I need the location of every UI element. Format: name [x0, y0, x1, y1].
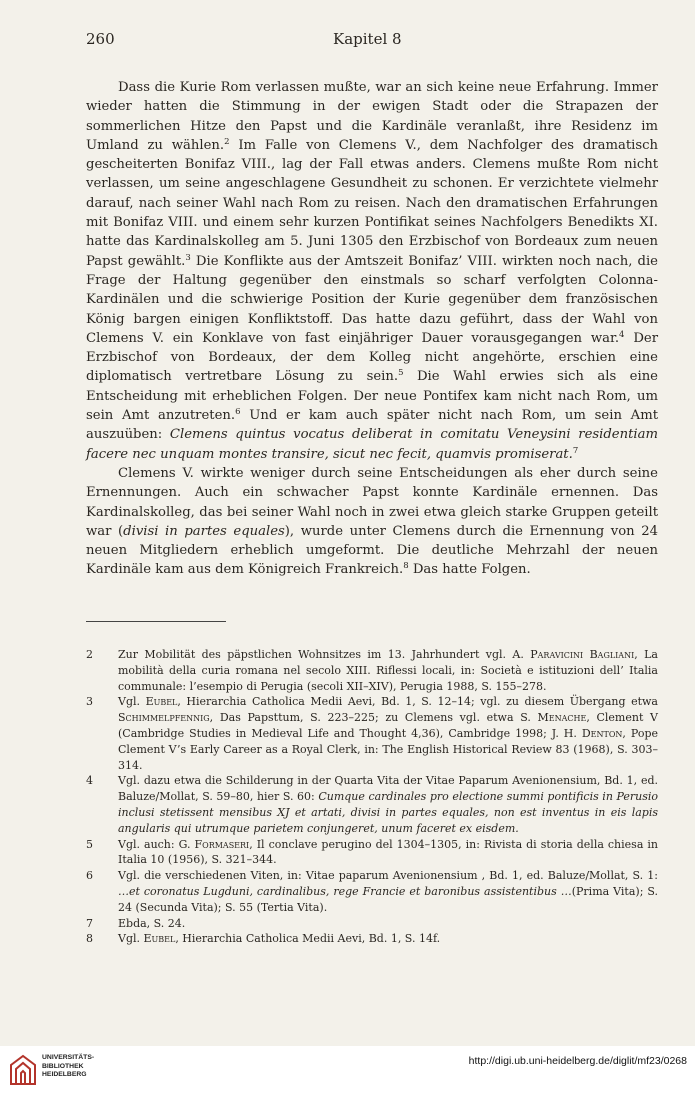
text-run: Zur Mobilität des päpstlichen Wohnsitzes im 13. Jahrhundert vgl. A.: [118, 648, 531, 661]
footnote: [86, 916, 658, 932]
author-name: Schimmelpfennig: [118, 711, 210, 725]
footnote-number: 7: [86, 916, 93, 930]
text-run: , Hierarchia Catholica Medii Aevi, Bd. 1, S. 12–14; vgl. zu diesem Übergang etwa: [177, 695, 658, 709]
footnote-number: 3: [86, 695, 93, 709]
text-run: Die Wahl erwies sich als eine Entscheidung mit erheblichen Folgen. Der neue Pontifex kam nicht nach Rom, um sein Amt anzutreten.: [86, 369, 658, 424]
text-run: Vgl. auch: G.: [118, 837, 195, 851]
footnote: [86, 773, 658, 836]
text-run: , Das Papsttum, S. 223–225; zu Clemens vgl. etwa S.: [209, 711, 538, 725]
text-run: , Il conclave perugino del 1304–1305, in: Rivista di storia della chiesa in Italia 10 (1956), S. 321–344.: [118, 837, 658, 867]
footnotes: [86, 647, 658, 947]
text-run: Dass die Kurie Rom verlassen mußte, war an sich keine neue Erfahrung. Immer wieder hatten die Stimmung in der ewigen Stadt oder die Strapazen der sommerlichen Hitze den Papst und die Kardinäle veranlaßt, ihre Residenz im Umland zu wählen.: [86, 80, 658, 153]
library-logo-icon: [8, 1053, 38, 1087]
footnote-number: 8: [86, 932, 93, 946]
library-name-line-2: BIBLIOTHEK: [42, 1062, 84, 1070]
page-number: 260: [86, 30, 115, 48]
footnote-number: 4: [86, 774, 93, 788]
author-name: Formaseri: [194, 837, 250, 851]
footnote-ref[interactable]: 7: [572, 445, 579, 456]
paragraph-2: [86, 464, 658, 580]
footnote-ref[interactable]: 2: [224, 136, 230, 147]
text-run: , La mobilità della curia romana nel secolo XIII. Riflessi locali, in: Società e istituzioni dell’ Italia communale: l’esempio di Perugia (secoli XII–XIV), Perugia 1988, S. 155–278.: [118, 648, 658, 693]
footnote: [86, 647, 658, 694]
digitization-footer: [0, 1046, 695, 1095]
footnote-ref[interactable]: 4: [619, 329, 625, 340]
text-run: Der Erzbischof von Bordeaux, der dem Kolleg nicht angehörte, erschien eine diplomatisch vertretbare Lösung zu sein.: [86, 330, 658, 385]
footnote-number: 6: [86, 869, 93, 883]
text-run: Vgl. die verschiedenen Viten, in: Vitae paparum Avenionensium , Bd. 1, ed. Baluze/Mollat, S. 1:: [118, 869, 658, 883]
author-name: Denton: [581, 726, 623, 740]
main-text: [86, 78, 658, 580]
library-name-line-3: HEIDELBERG: [42, 1071, 87, 1078]
page-header: [86, 30, 665, 52]
text-run: ), wurde unter Clemens durch die Ernennung von 24 neuen Mitgliedern erheblich umgeformt. Die deutliche Mehrzahl der neuen Kardinäle kam aus dem Königreich Frankreich.: [86, 523, 658, 578]
footnote: [86, 837, 658, 869]
footnote-ref[interactable]: 5: [398, 368, 404, 379]
footnote-ref[interactable]: 3: [185, 252, 191, 263]
text-run: , Pope Clement V’s Early Career as a Royal Clerk, in: The English Historical Review 83 (1968), S. 303–314.: [118, 726, 658, 772]
text-run: Die Konflikte aus der Amtszeit Bonifaz’ VIII. wirkten noch nach, die Frage der Haltung gegenüber den einstmals so scharf verfolgten Colonna-Kardinälen und die schwierige Position der Kurie gegenüber dem französischen König bargen einigen Konfliktstoff. Das hatte dazu geführt, dass der Wahl von Clemens V. ein Konklave von fast einjähriger Dauer vorausgegangen war.: [86, 253, 658, 346]
text-run: , Clement V (Cambridge Studies in Medieval Life and Thought 4,36), Cambridge 1998; J. H.: [118, 711, 658, 740]
text-run: Ebda, S. 24.: [118, 916, 186, 930]
text-run: Das hatte Folgen.: [408, 562, 531, 578]
author-name: Eubel: [143, 932, 176, 946]
footnote: [86, 868, 658, 915]
author-name: Eubel: [145, 695, 178, 709]
footnote: [86, 931, 658, 947]
text-run: Vgl. dazu etwa die Schilderung in der Quarta Vita der Vitae Paparum Avenionensium, Bd. 1, ed. Baluze/Mollat, S. 59–80, hier S. 60:: [118, 774, 658, 804]
text-run: Und er kam auch später nicht nach Rom, um sein Amt auszuüben:: [86, 408, 658, 443]
footnote-number: 5: [86, 837, 93, 851]
text-run: (Prima Vita); S. 24 (Secunda Vita); S. 55 (Tertia Vita).: [118, 884, 658, 914]
library-name: [42, 1054, 94, 1080]
text-run: Im Falle von Clemens V., dem Nachfolger des dramatisch gescheiterten Bonifaz VIII., lag der Fall etwas anders. Clemens mußte Rom nicht verlassen, um seine angeschlagene Gesundheit zu schonen. Er verzichtete vielmehr darauf, nach seiner Wahl nach Rom zu reisen. Nach den dramatischen Erfahrungen mit Bonifaz VIII. und einem sehr kurzen Pontifikat seines Nachfolgers Benedikts XI. hatte das Kardinalskolleg am 5. Juni 1305 den Erzbischof von Bordeaux zum neuen Papst gewählt.: [86, 137, 658, 269]
text-run: Clemens V. wirkte weniger durch seine Entscheidungen als eher durch seine Ernennungen. Auch ein schwacher Papst konnte Kardinäle ernennen. Das Kardinalskolleg, das bei seiner Wahl noch in zwei etwa gleich starke Gruppen geteilt war (: [86, 465, 658, 539]
footnote: [86, 694, 658, 773]
text-run: , Hierarchia Catholica Medii Aevi, Bd. 1, S. 14f.: [175, 932, 441, 946]
italic-quote: Cumque cardinales pro electione summi pontificis in Perusio inclusi stetissent mensibus XJ et artati, divisi in partes equales, non est inventus in eis lapis angularis qui utrumque parietem conjungeret, unum faceret ex eisdem.: [118, 790, 658, 835]
running-title: Kapitel 8: [333, 30, 402, 48]
text-run: Vgl.: [118, 695, 146, 709]
library-name-line-1: UNIVERSITÄTS-: [42, 1054, 95, 1061]
author-name: Paravicini Bagliani: [530, 648, 635, 661]
italic-quote: Clemens quintus vocatus deliberat in comitatu Veneysini residentiam facere nec unquam montes transire, sicut nec fecit, quamvis promiserat.: [86, 427, 658, 462]
author-name: Menache: [537, 711, 587, 725]
footnote-ref[interactable]: 6: [235, 407, 241, 418]
italic-quote: divisi in partes equales: [123, 523, 285, 539]
footnote-number: 2: [86, 648, 93, 661]
text-run: Vgl.: [118, 932, 144, 946]
footnote-ref[interactable]: 8: [403, 561, 409, 572]
permalink-url[interactable]: http://digi.ub.uni-heidelberg.de/diglit/mf23/0268: [468, 1055, 687, 1067]
italic-quote: …et coronatus Lugduni, cardinalibus, rege Francie et baronibus assistentibus …: [118, 884, 572, 898]
footnote-separator: [86, 621, 226, 622]
paragraph-1: [86, 78, 658, 464]
